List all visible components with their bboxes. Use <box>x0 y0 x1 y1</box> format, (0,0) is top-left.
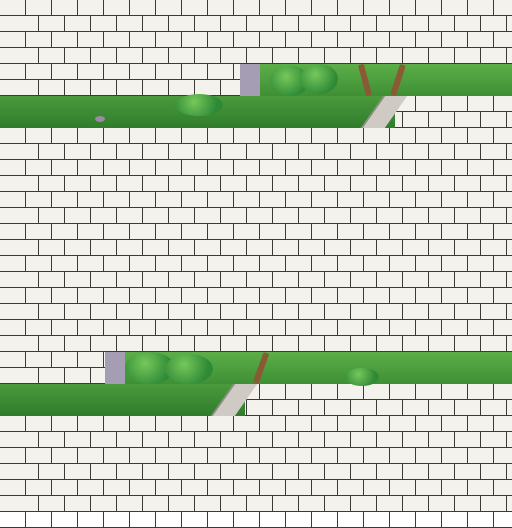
bush <box>175 94 223 116</box>
garden-opening-lower <box>0 352 512 416</box>
brick-course <box>0 160 512 176</box>
brick-course <box>0 336 512 352</box>
brick-course <box>0 144 512 160</box>
brick-course <box>0 512 512 528</box>
brick-course <box>0 16 512 32</box>
brick-course <box>0 32 512 48</box>
brick-course <box>0 224 512 240</box>
brick-course <box>0 288 512 304</box>
garden-opening-upper <box>0 64 512 128</box>
brick-course <box>0 256 512 272</box>
brick-course <box>0 496 512 512</box>
brick-course <box>0 128 512 144</box>
stone-ledge <box>240 64 260 96</box>
bush <box>345 368 379 386</box>
brick-course <box>0 416 512 432</box>
brick-course <box>0 208 512 224</box>
brick-course <box>0 48 512 64</box>
brick-course <box>0 240 512 256</box>
brick-course <box>0 0 512 16</box>
stone <box>95 116 105 122</box>
stone-ledge <box>105 352 125 384</box>
brick-course <box>0 192 512 208</box>
brick-course <box>0 432 512 448</box>
brick-course <box>0 464 512 480</box>
brick-course <box>0 272 512 288</box>
brick-course <box>0 320 512 336</box>
brick-course <box>0 304 512 320</box>
brick-course <box>0 448 512 464</box>
bush <box>300 64 338 94</box>
brick-course <box>0 176 512 192</box>
bush <box>165 354 213 384</box>
brick-course <box>0 480 512 496</box>
